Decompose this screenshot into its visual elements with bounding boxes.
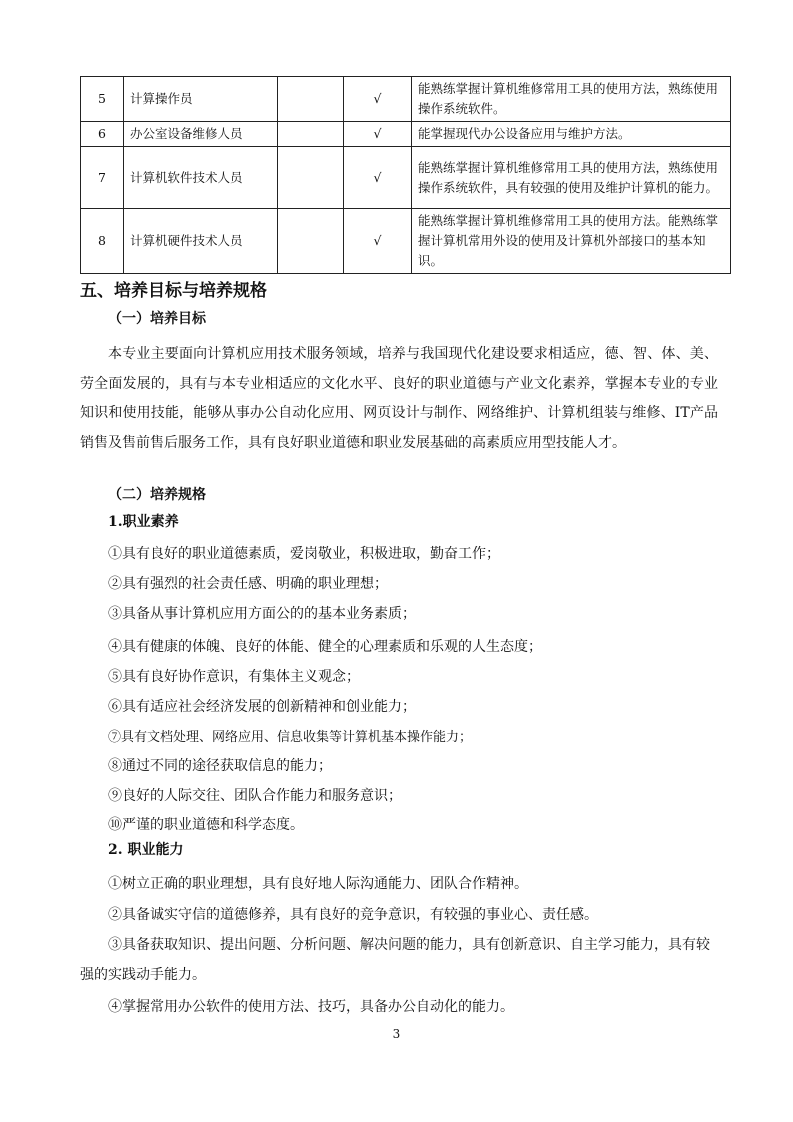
table-row: [81, 209, 731, 274]
row-number: 8: [81, 209, 124, 274]
goal-paragraph: 本专业主要面向计算机应用技术服务领域，培养与我国现代化建设要求相适应，德、智、体、美、劳全面发展的，具有与本专业相适应的文化水平、良好的职业道德与产业文化素养，掌握本专业的专业知识和使用技能，能够从事办公自动化应用、网页设计与制作、网络维护、计算机组装与维修、IT产品销售及售前售后服务工作，具有良好职业道德和职业发展基础的高素质应用型技能人才。: [80, 346, 718, 451]
job-requirement: 能熟练掌握计算机维修常用工具的使用方法。能熟练掌握计算机常用外设的使用及计算机外部接口的基本知识。: [412, 209, 731, 274]
job-title: 计算操作员: [124, 77, 278, 122]
check-mark: √: [344, 122, 412, 147]
blank-cell: [278, 122, 344, 147]
page-number: 3: [392, 1027, 401, 1041]
quality-item: ⑤具有良好协作意识，有集体主义观念；: [108, 669, 360, 685]
row-number: 5: [81, 77, 124, 122]
quality-item: ⑥具有适应社会经济发展的创新精神和创业能力；: [108, 699, 416, 715]
blank-cell: [278, 147, 344, 209]
quality-item: ⑩严谨的职业道德和科学态度。: [108, 817, 304, 833]
blank-cell: [278, 209, 344, 274]
ability-heading: 2. 职业能力: [108, 842, 184, 858]
quality-item: ②具有强烈的社会责任感、明确的职业理想；: [108, 576, 388, 592]
check-mark: √: [344, 147, 412, 209]
ability-item: ④掌握常用办公软件的使用方法、技巧，具备办公自动化的能力。: [108, 999, 514, 1015]
job-table-body: [81, 77, 731, 274]
table-row: [81, 147, 731, 209]
quality-heading: 1.职业素养: [108, 514, 179, 530]
row-number: 7: [81, 147, 124, 209]
ability-item: ①树立正确的职业理想，具有良好地人际沟通能力、团队合作精神。: [108, 876, 528, 892]
goal-heading: （一）培养目标: [108, 311, 206, 327]
job-title: 办公室设备维修人员: [124, 122, 278, 147]
ability-item: ③具备获取知识、提出问题、分析问题、解决问题的能力，具有创新意识、自主学习能力，具有较强的实践动手能力。: [80, 937, 710, 983]
job-title: 计算机软件技术人员: [124, 147, 278, 209]
ability-item: ②具备诚实守信的道德修养，具有良好的竞争意识，有较强的事业心、责任感。: [108, 907, 598, 923]
spec-heading: （二）培养规格: [108, 487, 206, 503]
blank-cell: [278, 77, 344, 122]
job-requirement: 能熟练掌握计算机维修常用工具的使用方法，熟练使用操作系统软件，具有较强的使用及维护计算机的能力。: [412, 147, 731, 209]
quality-item: ③具备从事计算机应用方面公的的基本业务素质；: [108, 606, 416, 622]
quality-item: ⑦具有文档处理、网络应用、信息收集等计算机基本操作能力；: [108, 730, 473, 745]
quality-item: ⑧通过不同的途径获取信息的能力；: [108, 758, 332, 774]
table-row: [81, 122, 731, 147]
quality-item: ④具有健康的体魄、良好的体能、健全的心理素质和乐观的人生态度；: [108, 639, 542, 655]
section-title: 五、培养目标与培养规格: [80, 281, 267, 301]
quality-item: ①具有良好的职业道德素质，爱岗敬业，积极进取，勤奋工作；: [108, 546, 500, 562]
check-mark: √: [344, 209, 412, 274]
row-number: 6: [81, 122, 124, 147]
job-table: [80, 76, 731, 274]
job-requirement: 能熟练掌握计算机维修常用工具的使用方法，熟练使用操作系统软件。: [412, 77, 731, 122]
job-title: 计算机硬件技术人员: [124, 209, 278, 274]
job-requirement: 能掌握现代办公设备应用与维护方法。: [412, 122, 731, 147]
check-mark: √: [344, 77, 412, 122]
quality-item: ⑨良好的人际交往、团队合作能力和服务意识；: [108, 788, 402, 804]
table-row: [81, 77, 731, 122]
